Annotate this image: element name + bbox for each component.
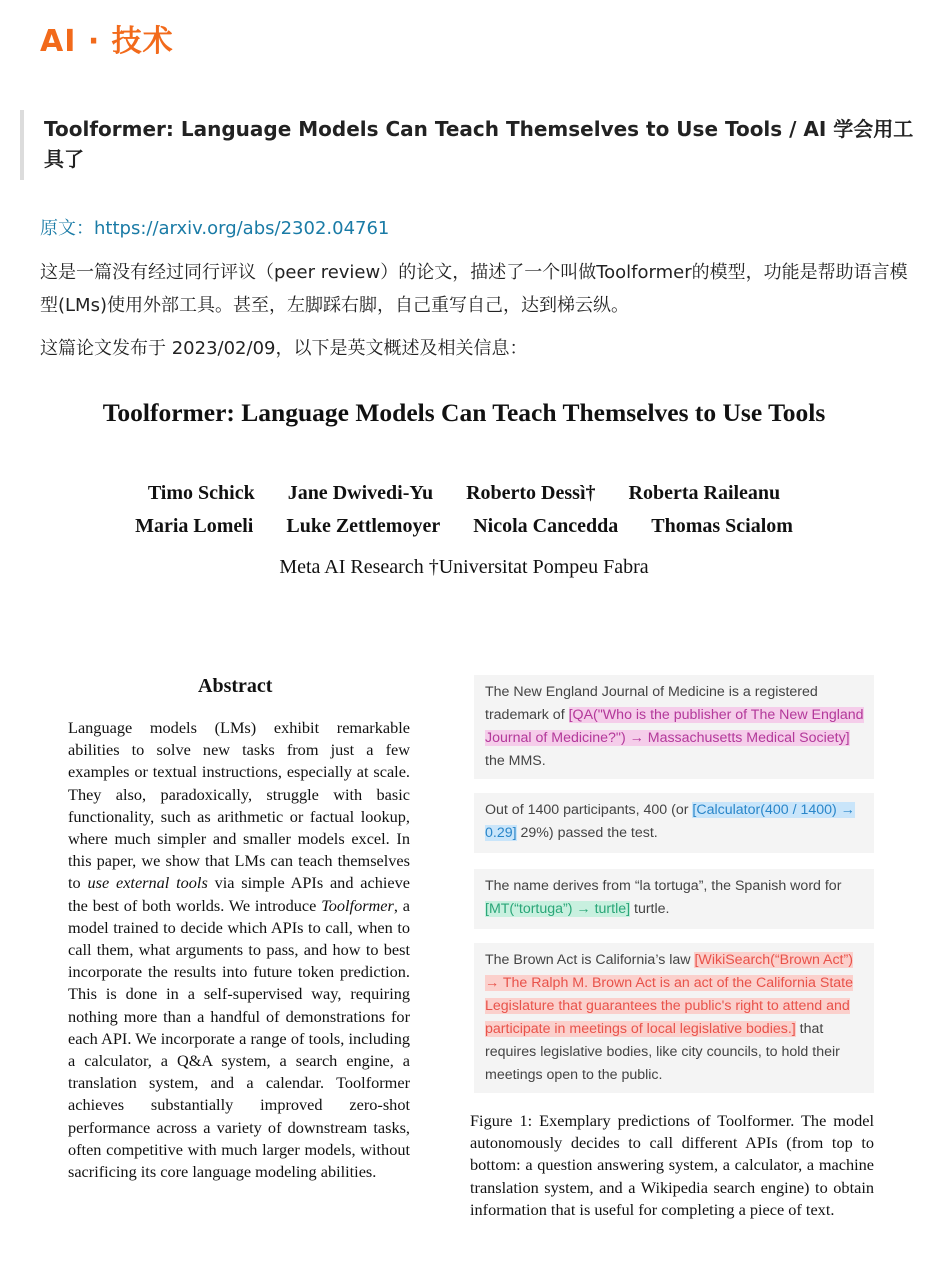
intro-paragraph: 这是一篇没有经过同行评议（peer review）的论文，描述了一个叫做Toolformer的模型，功能是帮助语言模型(LMs)使用外部工具。甚至，左脚踩右脚，自己重写自己，达到梯云纵。	[40, 262, 908, 316]
date-paragraph: 这篇论文发布于 2023/02/09，以下是英文概述及相关信息：	[40, 338, 528, 359]
example-text: The New England Journal of Medicine is a registered trademark of	[485, 684, 818, 723]
article-quote-title: Toolformer: Language Models Can Teach Themselves to Use Tools / AI 学会用工具了	[20, 110, 914, 180]
example-qa	[474, 675, 874, 779]
source-label: 原文：	[40, 218, 94, 239]
author-name: Roberto Dessì†	[466, 482, 596, 504]
example-translation	[474, 869, 874, 929]
abstract-text	[68, 717, 410, 1183]
example-text: turtle.	[630, 901, 670, 917]
paper-screenshot	[0, 380, 928, 1276]
author-name: Maria Lomeli	[135, 515, 254, 537]
source-link-line	[40, 214, 389, 240]
author-name: Nicola Cancedda	[473, 515, 619, 537]
example-wikisearch	[474, 943, 874, 1093]
abstract-italic: use external tools	[87, 873, 208, 893]
abstract-part: Language models (LMs) exhibit remarkable abilities to solve new tasks from just a few examples or textual instructions, especially at scale. They also, paradoxically, struggle with basic functionality, such as arithmetic or factual lookup, where much simpler and smaller models excel. In this paper, we show that LMs can teach themselves to	[68, 718, 410, 893]
example-calculator	[474, 793, 874, 853]
authors-row-1	[0, 482, 928, 505]
example-text: The name derives from “la tortuga”, the Spanish word for	[485, 878, 842, 894]
example-text: The Brown Act is California’s law	[485, 952, 695, 968]
example-text: Out of 1400 participants, 400 (or	[485, 802, 693, 818]
figure-caption: Figure 1: Exemplary predictions of Toolformer. The model autonomously decides to call different APIs (from top to bottom: a question answering system, a calculator, a machine translation system, and a Wikipedia search engine) to obtain information that is useful for completing a piece of text.	[470, 1111, 874, 1219]
abstract-heading: Abstract	[198, 675, 273, 697]
calculator-api-call: [Calculator(400 / 1400) → 0.29]	[485, 802, 855, 841]
abstract-part: , a model trained to decide which APIs to call, when to call them, what arguments to pass, and how to best incorporate the results into future token prediction. This is done in a self-supervised way, requiring nothing more than a handful of demonstrations for each API. We incorporate a range of tools, including a calculator, a Q&A system, a search engine, a translation system, and a calendar. Toolformer achieves substantially improved zero-shot performance across a variety of downstream tasks, often competitive with much larger models, without sacrificing its core language modeling abilities.	[68, 895, 410, 1182]
abstract-part: via simple APIs and achieve the best of both worlds. We introduce	[68, 873, 410, 915]
author-name: Jane Dwivedi-Yu	[287, 482, 434, 504]
example-text: that requires legislative bodies, like city councils, to hold their meetings open to the public.	[485, 1021, 840, 1083]
section-title: AI · 技术	[40, 24, 174, 59]
mt-api-call: [MT(“tortuga”) → turtle]	[485, 901, 631, 917]
abstract-italic: Toolformer	[321, 895, 394, 915]
author-name: Thomas Scialom	[651, 515, 793, 537]
author-name: Roberta Raileanu	[628, 482, 781, 504]
qa-api-call: [QA("Who is the publisher of The New England Journal of Medicine?") → Massachusetts Medical Society]	[485, 707, 864, 746]
paper-title: Toolformer: Language Models Can Teach Themselves to Use Tools	[102, 398, 826, 427]
affiliation: Meta AI Research †Universitat Pompeu Fabra	[279, 556, 649, 578]
authors-row-2	[0, 515, 928, 538]
example-text: 29%) passed the test.	[516, 825, 658, 841]
author-name: Timo Schick	[147, 482, 255, 504]
author-name: Luke Zettlemoyer	[286, 515, 441, 537]
wikisearch-api-call: [WikiSearch(“Brown Act”) → The Ralph M. Brown Act is an act of the California State Legislature that guarantees the public's right to attend and participate in meetings of local legislative bodies.]	[485, 952, 854, 1037]
example-text: the MMS.	[485, 753, 546, 769]
source-url-link[interactable]: https://arxiv.org/abs/2302.04761	[94, 218, 390, 239]
